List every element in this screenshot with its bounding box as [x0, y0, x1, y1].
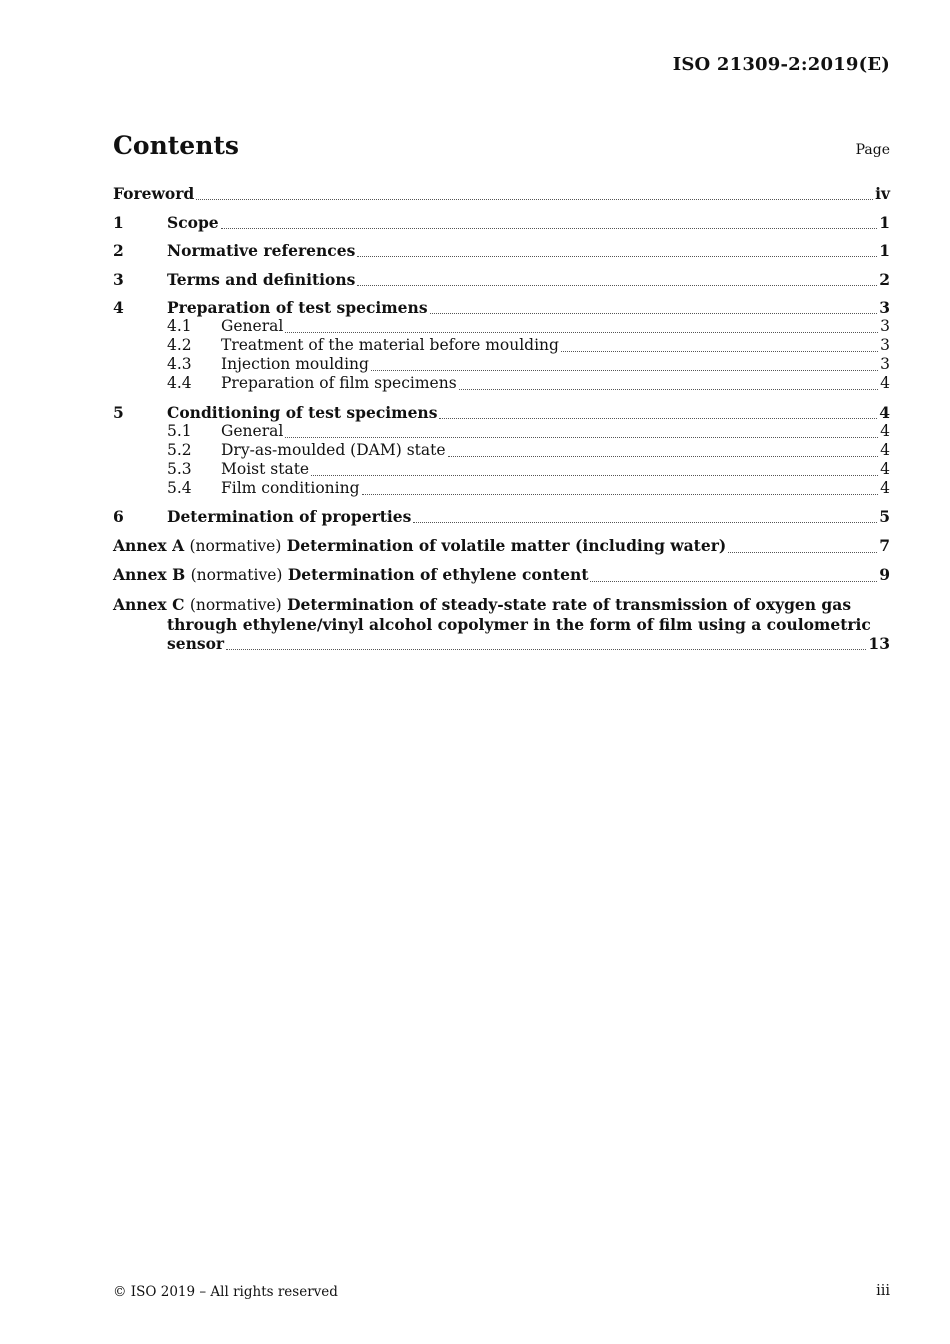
toc-page: 1	[879, 241, 890, 260]
annex-type: (normative)	[190, 566, 283, 584]
dot-leader	[226, 648, 866, 650]
toc-page: 5	[879, 507, 890, 526]
dot-leader	[728, 551, 877, 553]
toc-number: 5.4	[167, 478, 192, 497]
dot-leader	[439, 417, 877, 419]
dot-leader	[196, 198, 873, 200]
toc-subentry-5-2[interactable]	[113, 441, 890, 460]
toc-title: Normative references	[167, 241, 356, 260]
annex-title: Determination of ethylene content	[287, 565, 589, 584]
toc-number: 5.2	[167, 440, 192, 459]
dot-leader	[221, 227, 878, 229]
toc-page: 3	[880, 336, 890, 354]
toc-title: Preparation of test specimens	[167, 298, 428, 317]
toc-page: 9	[879, 565, 890, 584]
toc-entry-annex-b[interactable]	[113, 565, 890, 585]
toc-entry-annex-c[interactable]	[113, 595, 890, 653]
toc-page: 4	[880, 421, 890, 440]
dot-leader	[413, 521, 877, 523]
toc-number: 6	[113, 507, 124, 526]
copyright-notice: © ISO 2019 – All rights reserved	[113, 1284, 338, 1300]
dot-leader	[285, 331, 878, 333]
toc-page: 7	[879, 535, 890, 555]
dot-leader	[362, 493, 879, 495]
toc-entry-preparation-of-test-specimens[interactable]	[113, 298, 890, 317]
toc-title: Conditioning of test specimens	[167, 402, 438, 422]
annex-label: Annex A	[113, 535, 185, 555]
toc-page: 3	[880, 355, 890, 373]
dot-leader	[590, 580, 877, 582]
toc-subentry-4-1[interactable]	[113, 317, 890, 336]
toc-title	[113, 536, 726, 556]
toc-entry-annex-a[interactable]	[113, 536, 890, 556]
toc-number: 5	[113, 402, 124, 422]
toc-subentry-5-3[interactable]	[113, 460, 890, 479]
toc-number: 4.3	[167, 355, 192, 373]
dot-leader	[448, 455, 879, 457]
toc-number: 1	[113, 212, 124, 232]
toc-page: 2	[879, 269, 890, 289]
table-of-contents	[113, 184, 890, 653]
toc-title: Treatment of the material before moulding	[221, 336, 559, 354]
dot-leader	[430, 312, 878, 314]
page-column-label: Page	[855, 142, 890, 158]
annex-type: (normative)	[189, 595, 282, 614]
toc-page: 13	[868, 633, 890, 653]
toc-number: 2	[113, 241, 124, 260]
dot-leader	[371, 369, 878, 371]
toc-subentry-5-4[interactable]	[113, 479, 890, 498]
toc-entry-determination-of-properties[interactable]	[113, 507, 890, 526]
annex-c-line-2	[113, 615, 890, 634]
toc-title: Scope	[167, 212, 219, 232]
toc-entry-scope[interactable]	[113, 213, 890, 232]
toc-title: Terms and definitions	[167, 269, 356, 289]
toc-subentry-5-1[interactable]	[113, 422, 890, 441]
page-number: iii	[876, 1283, 890, 1299]
dot-leader	[357, 284, 877, 286]
toc-title: Preparation of film specimens	[221, 374, 457, 392]
annex-c-line-3	[113, 634, 890, 653]
toc-entry-normative-references[interactable]	[113, 241, 890, 260]
toc-page: iv	[875, 184, 890, 203]
toc-number: 4.1	[167, 317, 192, 335]
toc-entry-conditioning-of-test-specimens[interactable]	[113, 403, 890, 422]
annex-title-line-2: through ethylene/vinyl alcohol copolymer in the form of film using a coulometric	[167, 614, 871, 634]
dot-leader	[459, 388, 878, 390]
toc-entry-terms-and-definitions[interactable]	[113, 270, 890, 289]
annex-label: Annex B	[113, 565, 186, 584]
toc-title: Moist state	[221, 459, 310, 478]
toc-title: General	[221, 317, 284, 335]
toc-page: 4	[880, 478, 890, 497]
toc-title: Injection moulding	[221, 355, 369, 373]
toc-title: Determination of properties	[167, 507, 412, 526]
dot-leader	[561, 350, 878, 352]
toc-title: Dry-as-moulded (DAM) state	[221, 440, 446, 459]
toc-title: Foreword	[113, 184, 195, 203]
contents-heading: Contents	[113, 131, 240, 160]
annex-title: Determination of volatile matter (including water)	[286, 535, 727, 555]
toc-page: 3	[880, 317, 890, 335]
toc-title	[113, 565, 588, 585]
annex-label: Annex C	[113, 594, 185, 614]
toc-number: 4	[113, 298, 124, 317]
toc-page: 1	[879, 212, 890, 232]
toc-number: 4.2	[167, 336, 192, 354]
toc-number: 5.3	[167, 459, 192, 478]
toc-subentry-4-4[interactable]	[113, 374, 890, 393]
dot-leader	[285, 436, 878, 438]
toc-subentry-4-3[interactable]	[113, 355, 890, 374]
dot-leader	[357, 255, 877, 257]
toc-page: 3	[879, 298, 890, 317]
toc-number: 3	[113, 269, 124, 289]
toc-entry-foreword[interactable]	[113, 184, 890, 203]
toc-subentry-4-2[interactable]	[113, 336, 890, 355]
annex-type: (normative)	[189, 536, 282, 555]
annex-c-line-1	[113, 595, 890, 615]
toc-page: 4	[880, 374, 890, 392]
toc-page: 4	[880, 459, 890, 478]
dot-leader	[311, 474, 878, 476]
toc-title: General	[221, 421, 284, 440]
annex-title-line-3: sensor	[167, 633, 225, 653]
annex-title-line-1: Determination of steady-state rate of transmission of oxygen gas	[287, 594, 852, 614]
toc-page: 4	[880, 440, 890, 459]
document-identifier: ISO 21309-2:2019(E)	[672, 54, 890, 75]
toc-page: 4	[879, 402, 890, 422]
toc-number: 5.1	[167, 421, 192, 440]
toc-number: 4.4	[167, 374, 192, 392]
toc-title: Film conditioning	[221, 478, 360, 497]
